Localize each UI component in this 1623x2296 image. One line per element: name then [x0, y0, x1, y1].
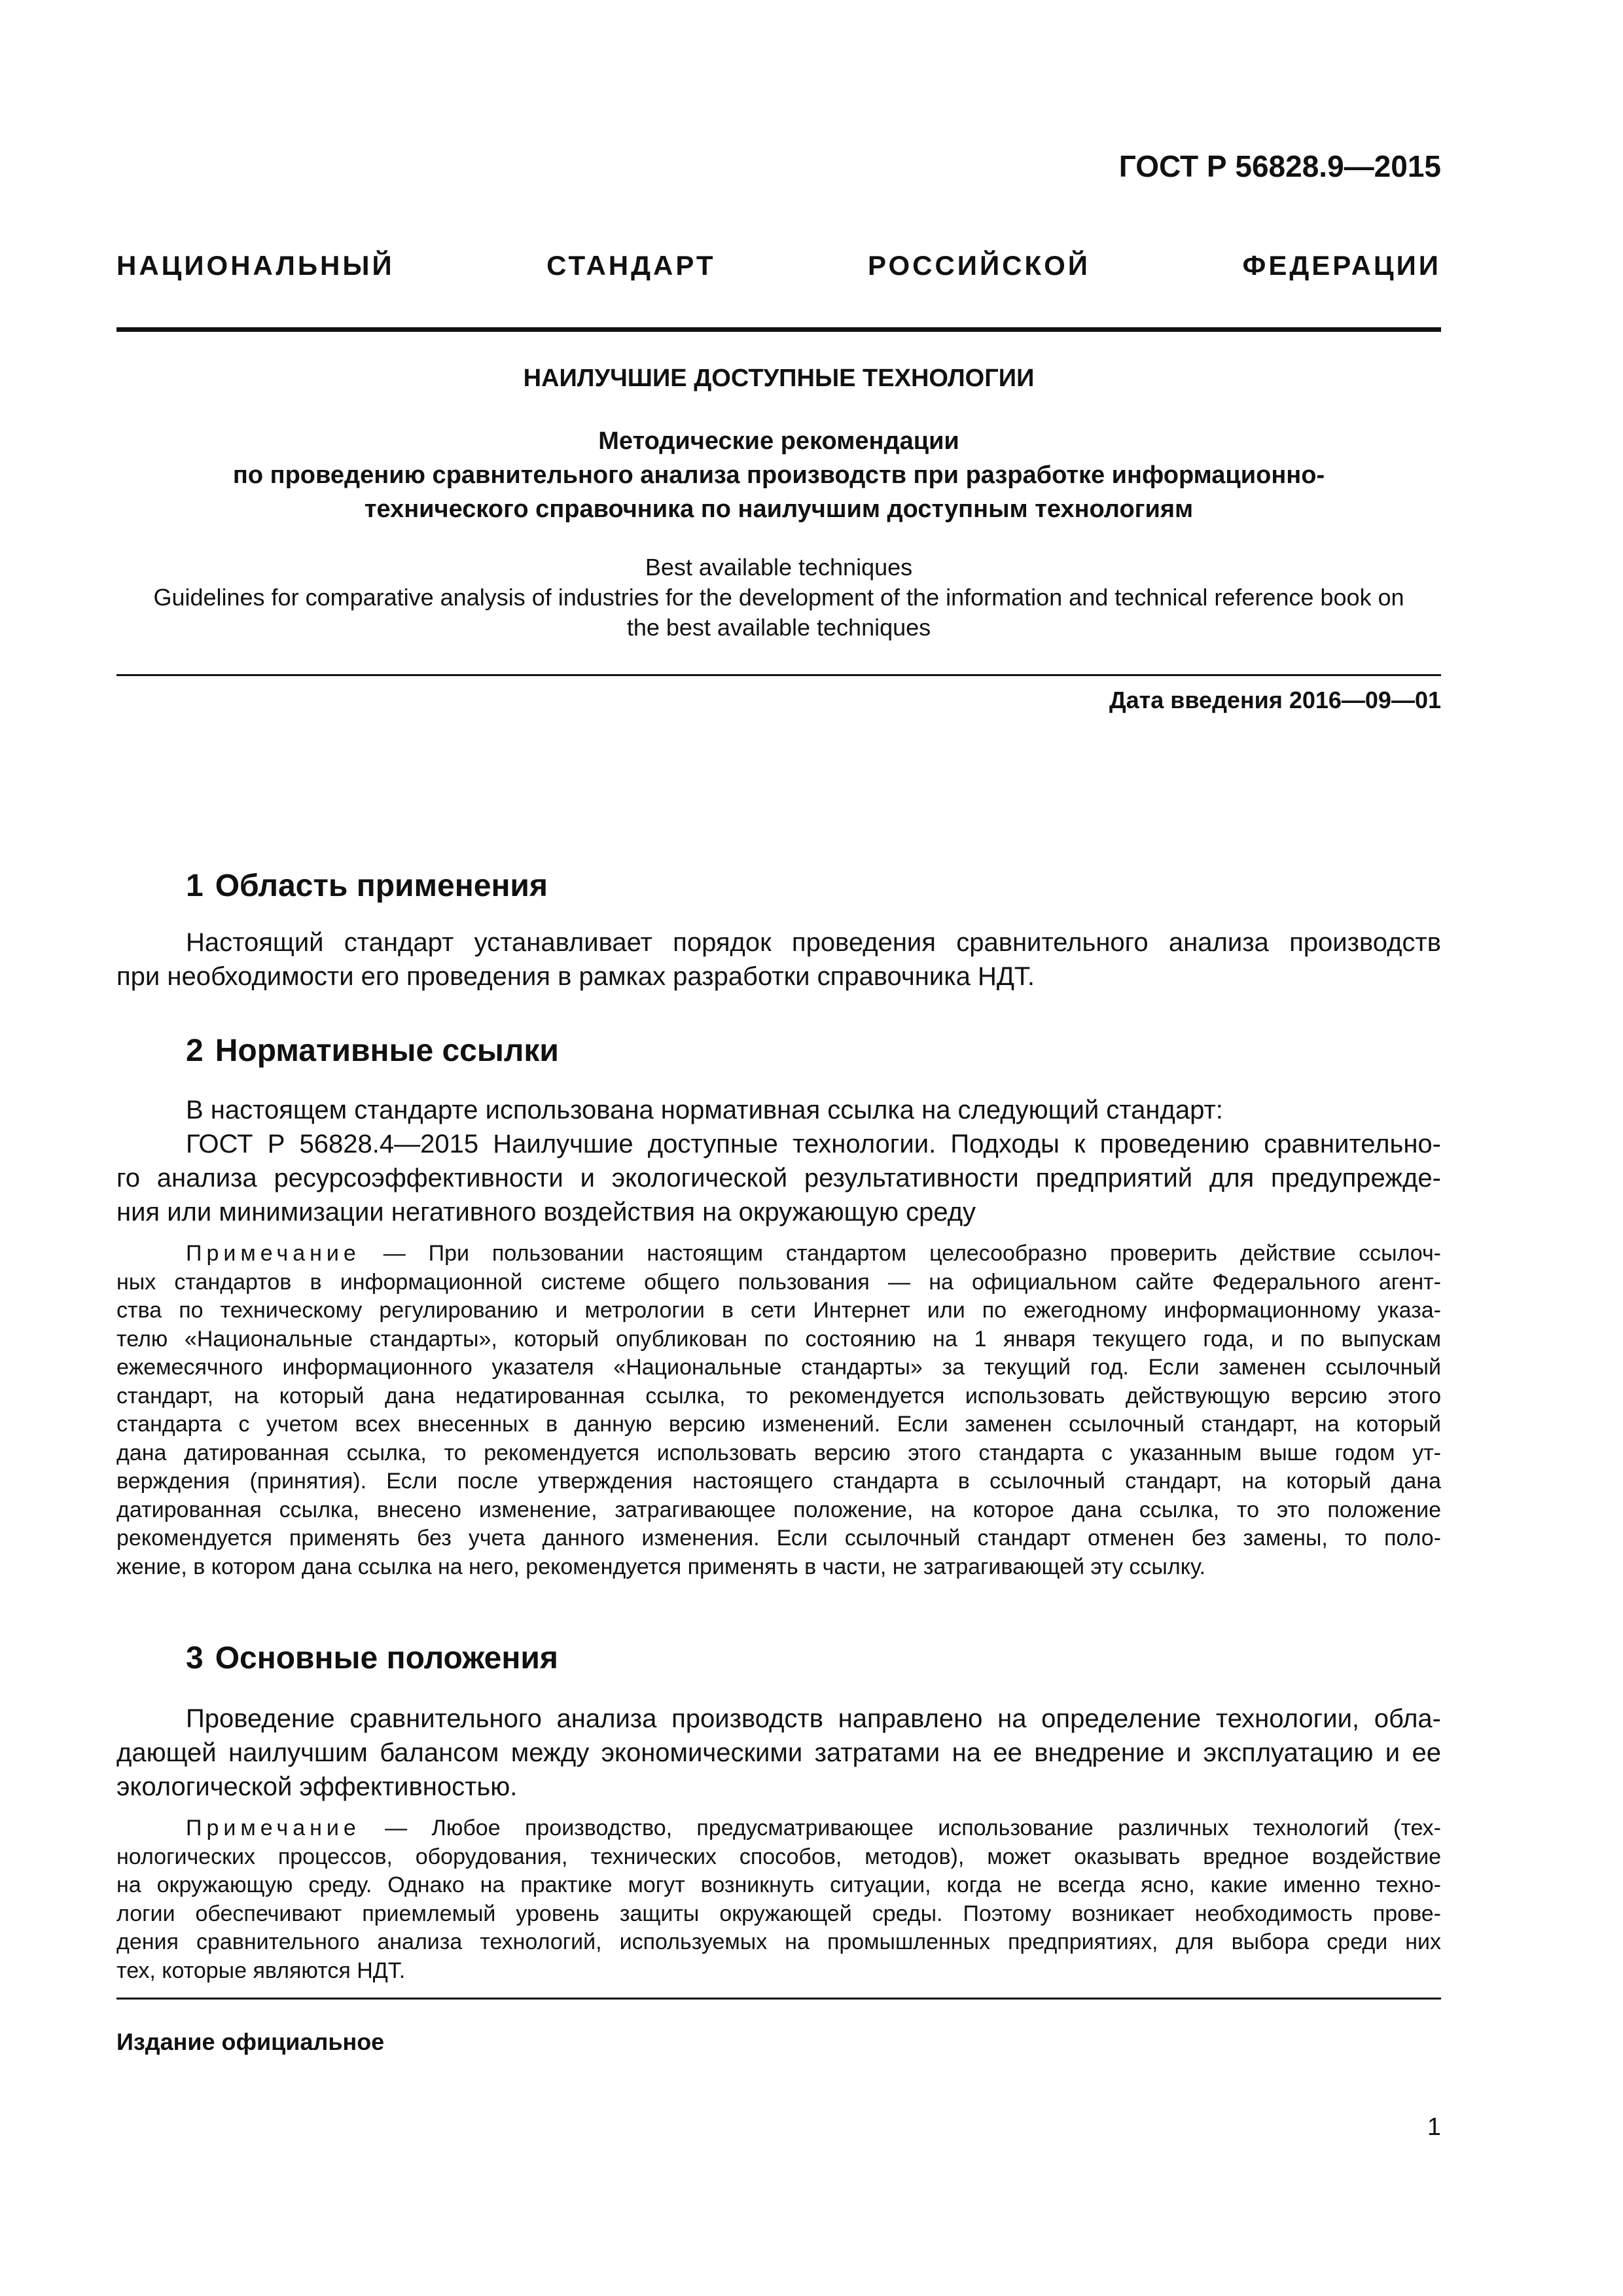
- note-line: ежемесячного информационного указателя «Национальные стандарты» за текущий год. Если заменен ссылочный: [116, 1355, 1441, 1380]
- edition-label: Издание официальное: [116, 2028, 385, 2055]
- page-number: 1: [1427, 2113, 1441, 2141]
- document-title: НАИЛУЧШИЕ ДОСТУПНЫЕ ТЕХНОЛОГИИ: [523, 365, 1035, 392]
- body-line: при необходимости его проведения в рамках разработки справочника НДТ.: [116, 962, 1035, 991]
- section-2-heading: [186, 1031, 559, 1071]
- english-title-line: Best available techniques: [645, 554, 913, 581]
- section-number: 1: [186, 869, 204, 903]
- note-label: Примечание: [186, 1816, 361, 1840]
- subtitle-line: технического справочника по наилучшим доступным технологиям: [364, 495, 1194, 523]
- body-line: дающей наилучшим балансом между экономическими затратами на ее внедрение и эксплуатацию и ее: [116, 1738, 1441, 1767]
- section-1-body: [116, 925, 1441, 994]
- note-line: ства по техническому регулированию и метрологии в сети Интернет или по ежегодному информационному указа-: [116, 1298, 1441, 1323]
- note-line: дана датированная ссылка, то рекомендуется использовать версию этого стандарта с указанным выше годом ут-: [116, 1440, 1441, 1465]
- note-line: датированная ссылка, внесено изменение, затрагивающее положение, на которое дана ссылка, то это положение: [116, 1497, 1441, 1522]
- note-line: верждения (принятия). Если после утверждения настоящего стандарта в ссылочный стандарт, на который дана: [116, 1469, 1441, 1494]
- section-3-heading: [186, 1638, 558, 1679]
- document-subtitle: [157, 424, 1400, 526]
- section-title: Основные положения: [215, 1641, 558, 1676]
- body-line: В настоящем стандарте использована нормативная ссылка на следующий стандарт:: [186, 1096, 1223, 1124]
- note-text: — При пользовании настоящим стандартом целесообразно проверить действие ссылоч-: [383, 1241, 1441, 1266]
- section-title: Нормативные ссылки: [215, 1033, 559, 1068]
- body-line: ния или минимизации негативного воздействия на окружающую среду: [116, 1198, 976, 1227]
- title-rule: [116, 674, 1441, 676]
- note-line: [116, 1814, 1441, 1843]
- header-rule: [116, 327, 1441, 332]
- body-line: Проведение сравнительного анализа производств направлено на определение технологии, обла-: [186, 1704, 1441, 1733]
- body-line: ГОСТ Р 56828.4—2015 Наилучшие доступные технологии. Подходы к проведению сравнительно-: [186, 1130, 1441, 1158]
- section-2-body: [116, 1093, 1441, 1229]
- footer-rule: [116, 1998, 1441, 2000]
- body-line: Настоящий стандарт устанавливает порядок проведения сравнительного анализа производств: [186, 928, 1441, 957]
- note-line: стандарт, на который дана недатированная ссылка, то рекомендуется использовать действующую версию этого: [116, 1383, 1441, 1408]
- standard-number: ГОСТ Р 56828.9—2015: [1118, 149, 1441, 183]
- section-2-note: [116, 1240, 1441, 1581]
- national-standard-header: НАЦИОНАЛЬНЫЙ СТАНДАРТ РОССИЙСКОЙ ФЕДЕРАЦИИ: [116, 250, 1441, 281]
- note-line: жение, в котором дана ссылка на него, рекомендуется применять в части, не затрагивающей эту ссылку.: [116, 1554, 1206, 1579]
- section-3-body: [116, 1702, 1441, 1804]
- note-text: — Любое производство, предусматривающее использование различных технологий (тех-: [385, 1816, 1441, 1840]
- subtitle-line: по проведению сравнительного анализа производств при разработке информационно-: [232, 461, 1325, 489]
- note-line: дения сравнительного анализа технологий, используемых на промышленных предприятиях, для выбора среди них: [116, 1929, 1441, 1954]
- english-title-line: Guidelines for comparative analysis of industries for the development of the information and technical reference book on: [153, 584, 1404, 611]
- note-label: Примечание: [186, 1241, 361, 1266]
- note-line: стандарта с учетом всех внесенных в данную версию изменений. Если заменен ссылочный стандарт, на который: [116, 1412, 1441, 1437]
- introduction-date: Дата введения 2016—09—01: [1109, 687, 1441, 713]
- body-line: го анализа ресурсоэффективности и экологической результативности предприятий для предупрежде-: [116, 1164, 1441, 1193]
- body-line: экологической эффективностью.: [116, 1772, 518, 1801]
- note-line: рекомендуется применять без учета данного изменения. Если ссылочный стандарт отменен без замены, то поло-: [116, 1526, 1441, 1551]
- section-number: 3: [186, 1641, 204, 1676]
- section-title: Область применения: [215, 869, 548, 903]
- note-line: тех, которые являются НДТ.: [116, 1958, 406, 1983]
- note-line: на окружающую среду. Однако на практике могут возникнуть ситуации, когда не всегда ясно, какие именно техно-: [116, 1873, 1441, 1897]
- subtitle-line: Методические рекомендации: [598, 427, 959, 455]
- english-title: [116, 552, 1441, 643]
- note-line: ных стандартов в информационной системе общего пользования — на официальном сайте Федерального агент-: [116, 1269, 1441, 1295]
- section-3-note: [116, 1814, 1441, 1985]
- note-line: логии обеспечивают приемлемый уровень защиты окружающей среды. Поэтому возникает необходимость прове-: [116, 1901, 1441, 1926]
- note-line: телю «Национальные стандарты», который опубликован по состоянию на 1 января текущего года, и по выпускам: [116, 1326, 1441, 1352]
- section-1-heading: [186, 866, 548, 906]
- english-title-line: the best available techniques: [626, 614, 931, 641]
- section-number: 2: [186, 1033, 204, 1068]
- note-line: нологических процессов, оборудования, технических способов, методов), может оказывать вредное воздействие: [116, 1844, 1441, 1869]
- note-line: [116, 1240, 1441, 1268]
